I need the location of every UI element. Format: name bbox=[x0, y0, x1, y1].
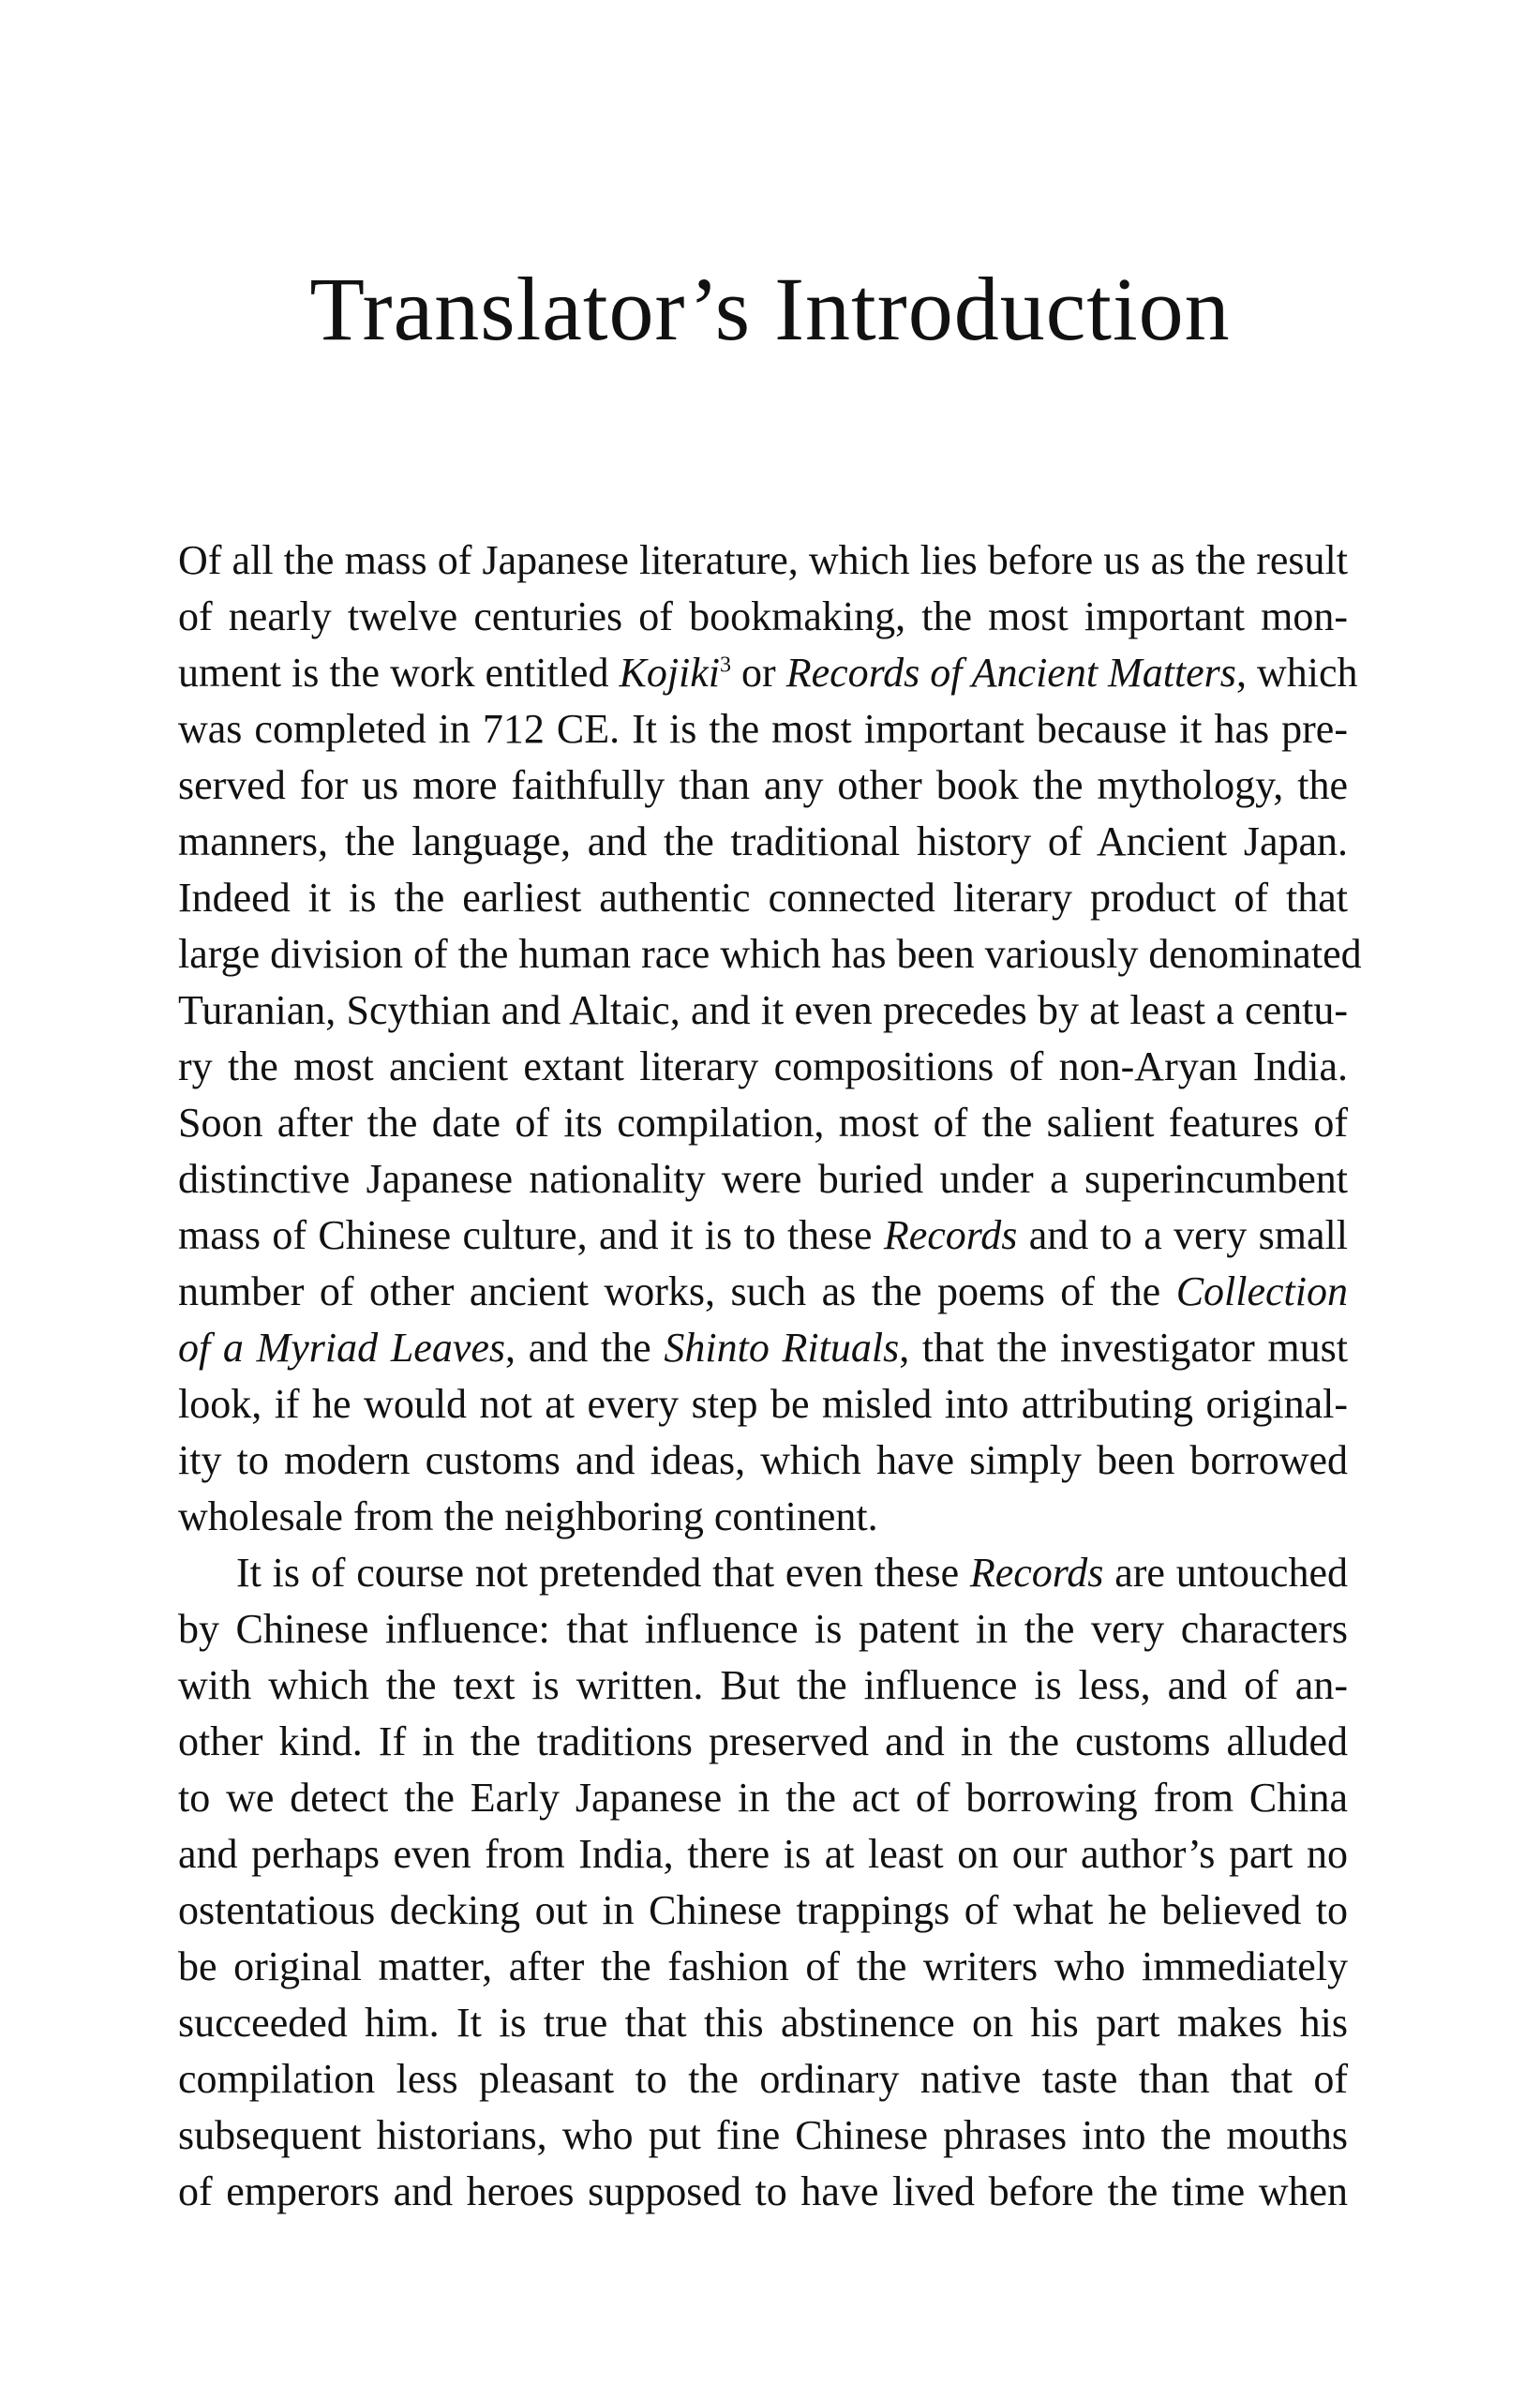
text-segment: or bbox=[731, 650, 786, 696]
text-segment: are untouched bbox=[1103, 1550, 1348, 1596]
text-line bbox=[178, 870, 1348, 926]
text-line bbox=[178, 532, 1348, 589]
text-line bbox=[178, 645, 1358, 701]
text-line bbox=[178, 2164, 1348, 2220]
text-segment: , and the bbox=[505, 1325, 665, 1371]
italic-title-text: Shinto Rituals bbox=[664, 1325, 900, 1371]
text-segment: succeeded him. It is true that this abstinence on his part makes his bbox=[178, 2000, 1348, 2046]
text-line bbox=[178, 1039, 1348, 1095]
text-segment: distinctive Japanese nationality were buried under a superincumbent bbox=[178, 1156, 1348, 1202]
text-line bbox=[178, 926, 1362, 982]
text-segment: of nearly twelve centuries of bookmaking, the most important mon- bbox=[178, 593, 1348, 639]
paragraph bbox=[178, 532, 1362, 1545]
text-segment: served for us more faithfully than any other book the mythology, the bbox=[178, 762, 1348, 808]
chapter-title: Translator’s Introduction bbox=[309, 259, 1231, 359]
text-segment: Of all the mass of Japanese literature, which lies before us as the result bbox=[178, 537, 1348, 583]
text-segment: wholesale from the neighboring continent. bbox=[178, 1493, 878, 1539]
text-segment: large division of the human race which has been variously denominated bbox=[178, 931, 1362, 977]
italic-title-text: of a Myriad Leaves bbox=[178, 1325, 506, 1371]
text-line bbox=[178, 1939, 1348, 1995]
text-segment: ry the most ancient extant literary compositions of non-Aryan India. bbox=[178, 1043, 1348, 1089]
text-segment: Turanian, Scythian and Altaic, and it even precedes by at least a centu- bbox=[178, 987, 1348, 1033]
text-line bbox=[178, 814, 1348, 870]
text-segment: and perhaps even from India, there is at least on our author’s part no bbox=[178, 1831, 1348, 1877]
italic-title-text: Kojiki bbox=[619, 650, 721, 696]
text-line bbox=[178, 701, 1348, 758]
text-segment: Soon after the date of its compilation, most of the salient features of bbox=[178, 1100, 1348, 1146]
italic-title-text: Records bbox=[969, 1550, 1104, 1596]
text-line bbox=[178, 1882, 1348, 1939]
italic-title-text: Records of Ancient Matters bbox=[785, 650, 1236, 696]
text-segment: ity to modern customs and ideas, which have simply been borrowed bbox=[178, 1437, 1348, 1483]
text-segment: compilation less pleasant to the ordinary native taste than that of bbox=[178, 2056, 1348, 2102]
text-segment: , that the investigator must bbox=[899, 1325, 1349, 1371]
text-segment: with which the text is written. But the influence is less, and of an- bbox=[178, 1662, 1348, 1708]
text-line bbox=[178, 1151, 1348, 1208]
text-segment: , which bbox=[1235, 650, 1358, 696]
paragraph bbox=[178, 1545, 1348, 2220]
text-line bbox=[178, 1376, 1348, 1432]
text-line bbox=[178, 1545, 1348, 1601]
text-segment: other kind. If in the traditions preserved and in the customs alluded bbox=[178, 1718, 1348, 1764]
text-line bbox=[178, 1489, 1348, 1545]
text-line bbox=[178, 1432, 1348, 1489]
text-segment: ostentatious decking out in Chinese trappings of what he believed to bbox=[178, 1887, 1348, 1933]
text-line bbox=[178, 1995, 1348, 2051]
footnote-marker: 3 bbox=[720, 652, 732, 678]
text-line bbox=[178, 2108, 1348, 2164]
text-line bbox=[178, 982, 1348, 1039]
text-line bbox=[178, 1095, 1348, 1151]
text-segment: number of other ancient works, such as the poems of the bbox=[178, 1268, 1176, 1314]
text-line bbox=[178, 1208, 1348, 1264]
text-segment: ument is the work entitled bbox=[178, 650, 620, 696]
text-segment: It is of course not pretended that even these bbox=[236, 1550, 970, 1596]
text-segment: be original matter, after the fashion of the writers who immediately bbox=[178, 1943, 1348, 1989]
text-segment: to we detect the Early Japanese in the act of borrowing from China bbox=[178, 1775, 1348, 1821]
text-segment: mass of Chinese culture, and it is to these bbox=[178, 1212, 884, 1258]
text-segment: subsequent historians, who put fine Chinese phrases into the mouths bbox=[178, 2112, 1348, 2158]
text-line bbox=[178, 1826, 1348, 1882]
italic-title-text: Records bbox=[883, 1212, 1018, 1258]
text-line bbox=[178, 1320, 1348, 1376]
text-line bbox=[178, 1658, 1348, 1714]
text-line bbox=[178, 1601, 1348, 1658]
body-text bbox=[178, 532, 1362, 2220]
text-segment: by Chinese influence: that influence is patent in the very characters bbox=[178, 1606, 1348, 1652]
text-segment: of emperors and heroes supposed to have lived before the time when bbox=[178, 2168, 1348, 2214]
text-line bbox=[178, 1714, 1348, 1770]
italic-title-text: Collection bbox=[1175, 1268, 1348, 1314]
text-segment: Indeed it is the earliest authentic connected literary product of that bbox=[178, 875, 1348, 921]
text-segment: was completed in 712 CE. It is the most important because it has pre- bbox=[178, 706, 1348, 752]
text-segment: look, if he would not at every step be misled into attributing original- bbox=[178, 1381, 1348, 1427]
text-line bbox=[178, 758, 1348, 814]
text-line bbox=[178, 1770, 1348, 1826]
text-line bbox=[178, 2051, 1348, 2108]
text-line bbox=[178, 1264, 1348, 1320]
text-line bbox=[178, 589, 1348, 645]
text-segment: and to a very small bbox=[1017, 1212, 1348, 1258]
text-segment: manners, the language, and the traditional history of Ancient Japan. bbox=[178, 818, 1348, 864]
